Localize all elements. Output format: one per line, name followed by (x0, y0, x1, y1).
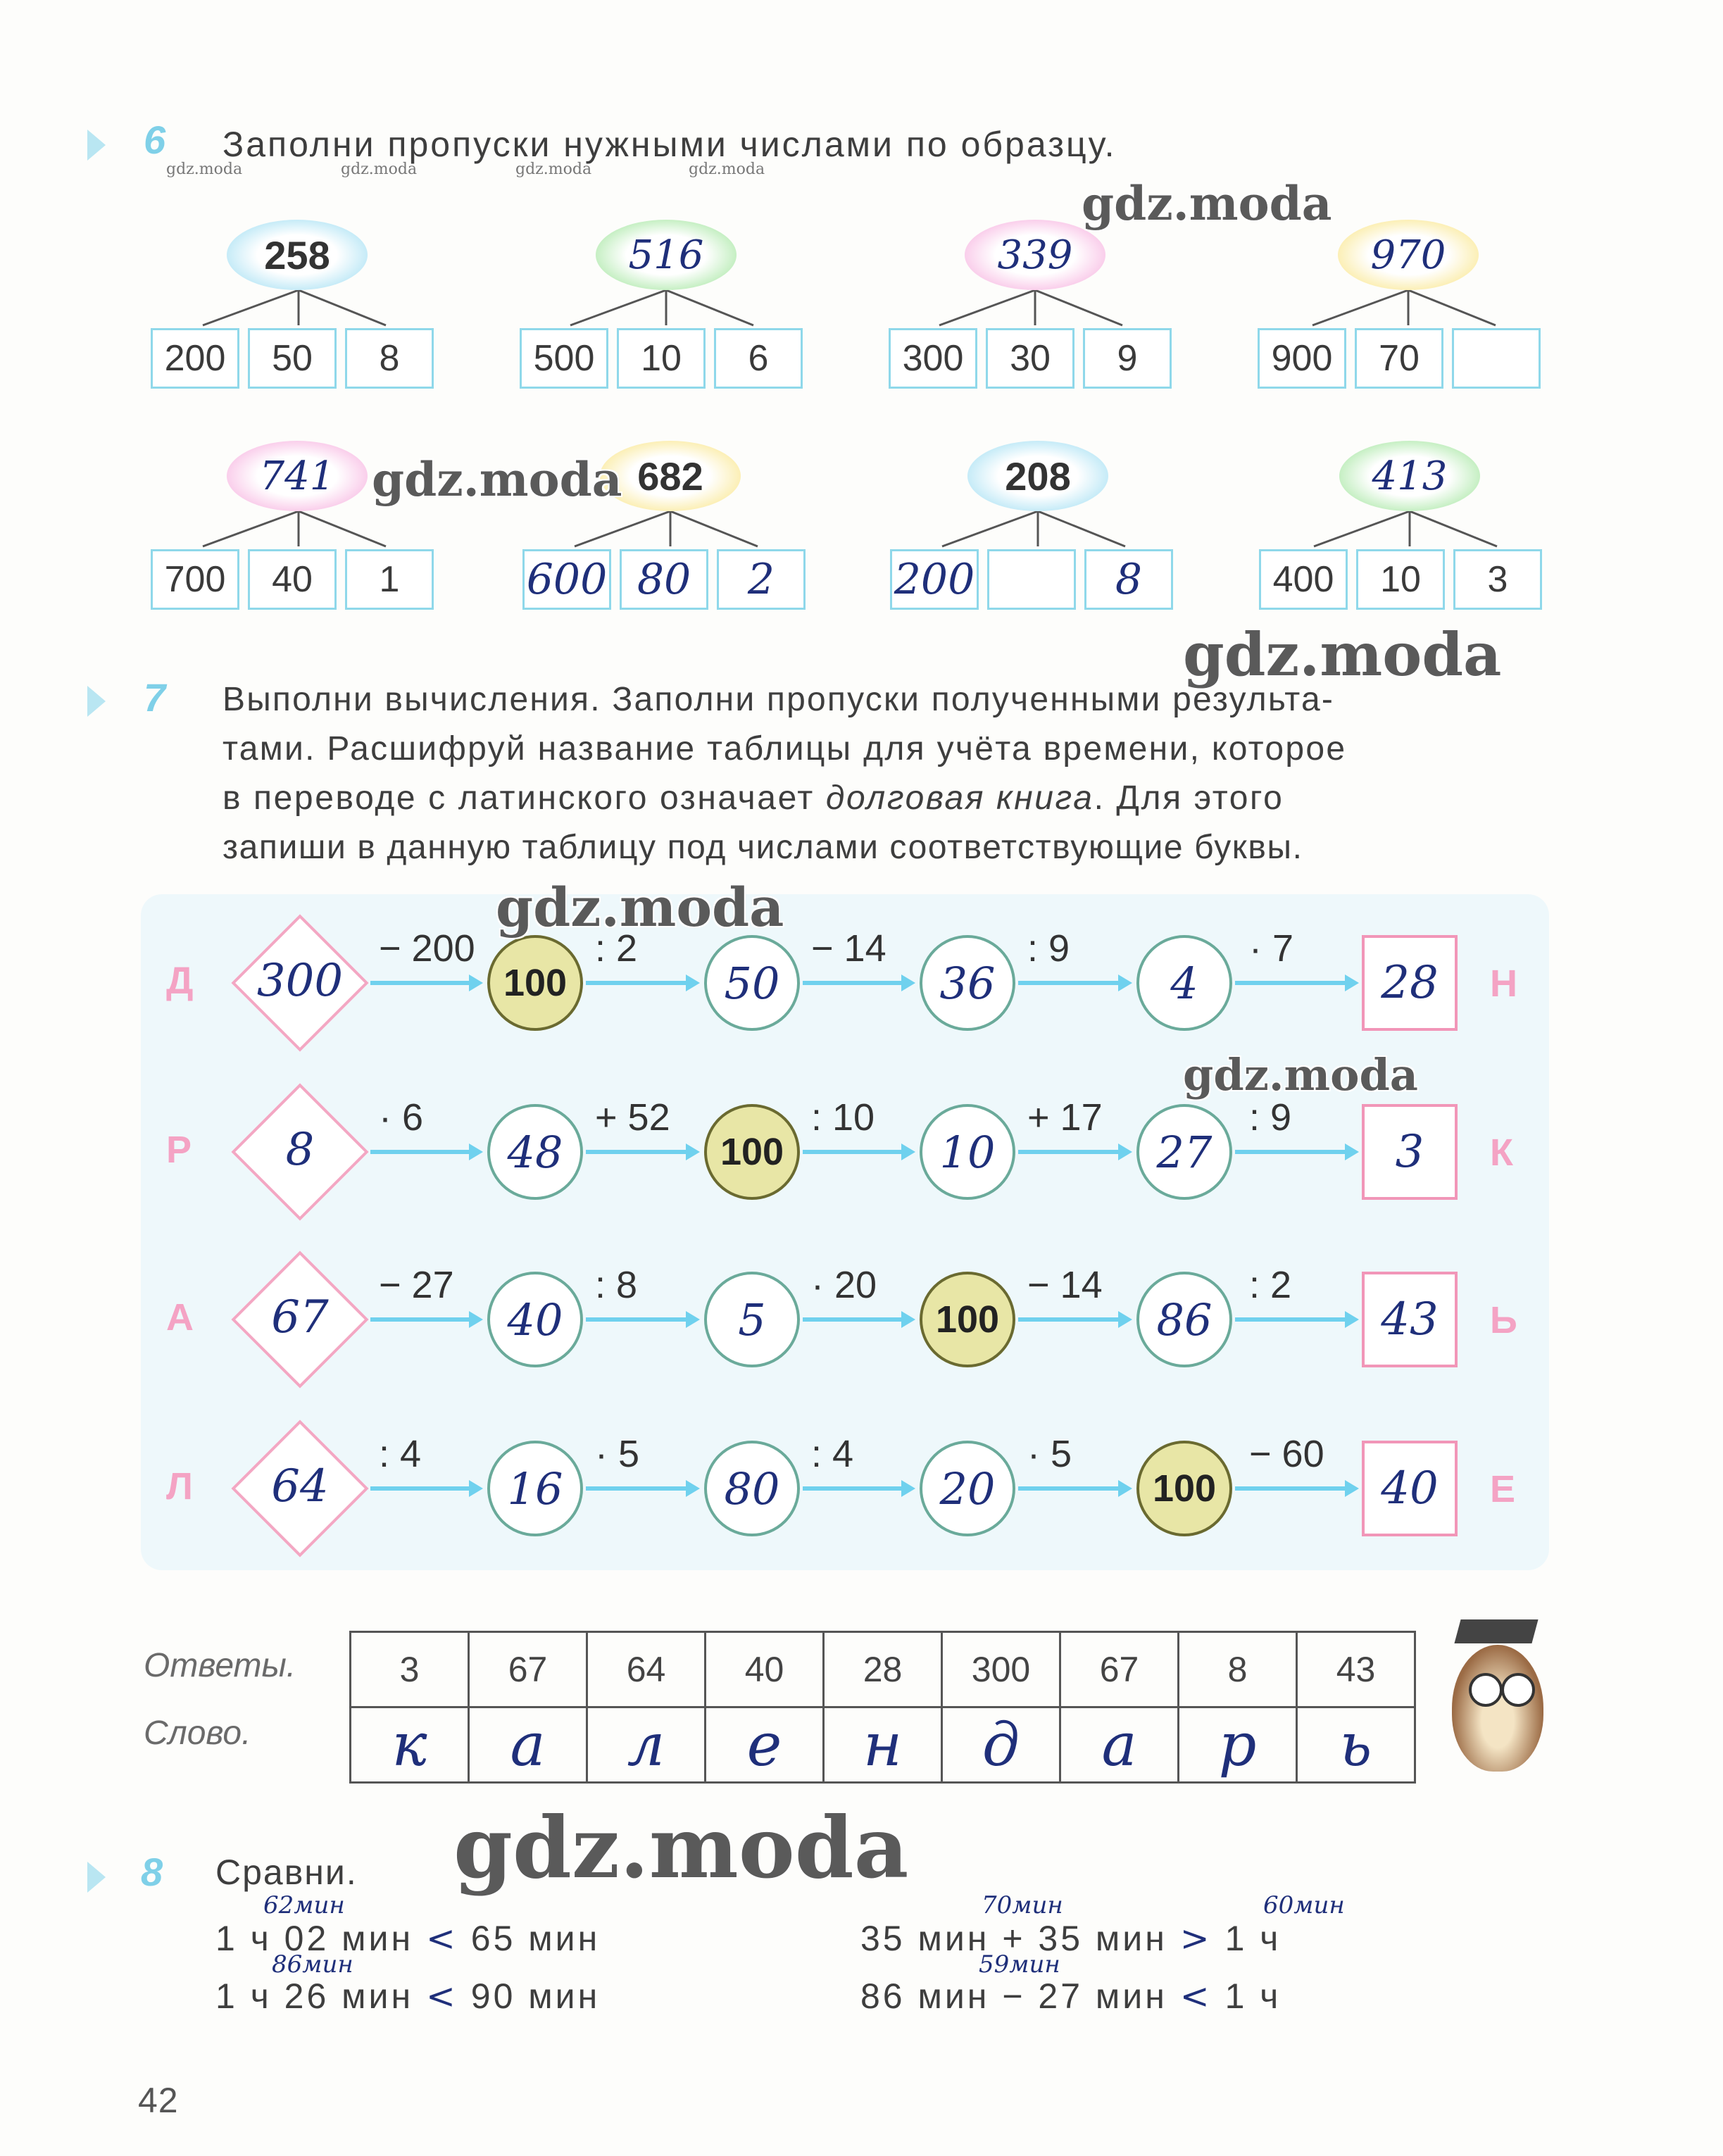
operation-label: : 9 (1249, 1096, 1292, 1139)
value-circle: 100 (487, 935, 583, 1031)
value-circle: 4 (1136, 935, 1232, 1031)
value-circle: 100 (920, 1272, 1015, 1367)
chain-arrow (1018, 1150, 1121, 1154)
operation-label: − 60 (1249, 1433, 1324, 1475)
digit-cell: 8 (345, 328, 434, 389)
digit-cell: 40 (248, 549, 337, 610)
chain-letter-right: Е (1490, 1468, 1516, 1510)
operation-label: : 2 (1249, 1264, 1292, 1306)
letter-cell: д (942, 1707, 1060, 1783)
digit-cell: 3 (1453, 549, 1542, 610)
letter-cell: а (469, 1707, 587, 1783)
value-circle: 5 (704, 1272, 800, 1367)
chain-arrow (803, 1486, 904, 1491)
answer-cell: 300 (942, 1632, 1060, 1707)
number-oval: 516 (596, 220, 737, 290)
number-oval: 339 (965, 220, 1105, 290)
operation-label: : 2 (595, 927, 638, 970)
digit-cell: 10 (617, 328, 706, 389)
value-circle: 86 (1136, 1272, 1232, 1367)
chain-letter-left: А (166, 1296, 194, 1339)
task-7-text-line-4: запиши в данную таблицу под числами соответствующие буквы. (223, 829, 1303, 866)
task-8-title: Сравни. (215, 1853, 358, 1892)
task-marker-icon (87, 686, 106, 717)
handwritten-note: 86мин (272, 1950, 353, 1979)
operation-label: + 17 (1027, 1096, 1103, 1139)
start-value: 67 (271, 1291, 329, 1343)
result-square: 43 (1362, 1272, 1458, 1367)
result-square: 28 (1362, 935, 1458, 1031)
digit-cell: 80 (620, 549, 708, 610)
watermark: gdz.moda (453, 1798, 909, 1898)
watermark: gdz.moda (1183, 1049, 1418, 1101)
chain-arrow (586, 1150, 689, 1154)
answers-table (349, 1631, 1416, 1784)
digit-cell: 70 (1355, 328, 1443, 389)
italic-phrase: долговая книга (825, 779, 1094, 817)
start-value: 8 (285, 1124, 315, 1176)
task-6-number: 6 (144, 118, 166, 162)
value-circle: 50 (704, 935, 800, 1031)
chain-arrow (1018, 1486, 1121, 1491)
digit-cell: 1 (345, 549, 434, 610)
result-square: 40 (1362, 1441, 1458, 1536)
answer-cell: 40 (706, 1632, 824, 1707)
handwritten-note: 62мин (263, 1891, 345, 1919)
letter-cell: е (706, 1707, 824, 1783)
chain-letter-right: К (1490, 1132, 1513, 1174)
number-oval: 413 (1339, 441, 1480, 511)
digit-cell: 6 (714, 328, 803, 389)
digit-cell: 50 (248, 328, 337, 389)
page-number: 42 (138, 2081, 179, 2120)
answer-cell: 67 (469, 1632, 587, 1707)
chain-arrow (370, 1150, 472, 1154)
operation-label: − 27 (379, 1264, 454, 1306)
compare-row: 86 мин − 27 мин < 1 ч (860, 1976, 1282, 2017)
number-oval: 682 (600, 441, 741, 511)
answer-cell: 28 (824, 1632, 942, 1707)
chain-arrow (1235, 1486, 1348, 1491)
compare-sign: < (425, 1918, 458, 1959)
value-circle: 20 (920, 1441, 1015, 1536)
chain-letter-left: Д (166, 960, 194, 1002)
digit-cell: 8 (1084, 549, 1173, 610)
task-8-number: 8 (141, 1850, 163, 1894)
operation-label: : 4 (811, 1433, 854, 1475)
chain-arrow (803, 981, 904, 985)
operation-label: · 5 (595, 1433, 640, 1475)
chain-arrow (586, 1486, 689, 1491)
number-oval: 258 (227, 220, 368, 290)
task-7-text-line-3: в переводе с латинского означает долговая книга. Для этого (223, 779, 1284, 817)
digit-cell: 300 (889, 328, 977, 389)
chain-arrow (1018, 981, 1121, 985)
start-value: 64 (271, 1460, 329, 1512)
value-circle: 36 (920, 935, 1015, 1031)
letter-cell: а (1060, 1707, 1179, 1783)
watermark-small: gdz.moda (515, 161, 592, 178)
chain-arrow (370, 981, 472, 985)
compare-row: 1 ч 02 мин < 65 мин (215, 1918, 601, 1959)
value-circle: 10 (920, 1104, 1015, 1200)
operation-label: + 52 (595, 1096, 670, 1139)
digit-cell: 900 (1258, 328, 1346, 389)
answer-cell: 43 (1297, 1632, 1415, 1707)
watermark-small: gdz.moda (689, 161, 765, 178)
operation-label: · 7 (1249, 927, 1294, 970)
letter-cell: н (824, 1707, 942, 1783)
word-label: Слово. (144, 1715, 251, 1752)
answer-cell: 67 (1060, 1632, 1179, 1707)
chain-letter-left: Л (166, 1465, 193, 1508)
chain-arrow (370, 1486, 472, 1491)
operation-label: · 5 (1027, 1433, 1072, 1475)
digit-cell (987, 549, 1076, 610)
operation-label: − 200 (379, 927, 475, 970)
chain-arrow (1235, 1150, 1348, 1154)
chain-letter-right: Н (1490, 963, 1517, 1005)
operation-label: : 4 (379, 1433, 422, 1475)
result-square: 3 (1362, 1104, 1458, 1200)
digit-cell: 30 (986, 328, 1074, 389)
watermark: gdz.moda (496, 876, 784, 939)
number-oval: 208 (967, 441, 1108, 511)
task-6-connectors (0, 0, 1723, 634)
value-circle: 16 (487, 1441, 583, 1536)
digit-cell: 10 (1356, 549, 1445, 610)
value-circle: 48 (487, 1104, 583, 1200)
digit-cell: 200 (890, 549, 979, 610)
value-circle: 100 (704, 1104, 800, 1200)
value-circle: 80 (704, 1441, 800, 1536)
compare-sign: > (1179, 1918, 1213, 1959)
digit-cell: 9 (1083, 328, 1172, 389)
task-7-number: 7 (144, 675, 166, 720)
chain-letter-left: Р (166, 1129, 192, 1171)
digit-cell: 700 (151, 549, 239, 610)
task-marker-icon (87, 1862, 106, 1893)
digit-cell: 200 (151, 328, 239, 389)
operation-label: − 14 (1027, 1264, 1103, 1306)
digit-cell: 500 (520, 328, 608, 389)
chain-arrow (586, 981, 689, 985)
owl-body-icon (1452, 1645, 1543, 1772)
compare-row: 1 ч 26 мин < 90 мин (215, 1976, 601, 2017)
digit-cell: 400 (1259, 549, 1348, 610)
task-7-text-line-2: тами. Расшифруй название таблицы для учёта времени, которое (223, 730, 1347, 767)
task-7-text-line-1: Выполни вычисления. Заполни пропуски полученными результа- (223, 681, 1335, 718)
watermark: gdz.moda (1183, 620, 1502, 689)
handwritten-note: 60мин (1263, 1891, 1345, 1919)
watermark: gdz.moda (372, 452, 622, 507)
operation-label: · 20 (811, 1264, 877, 1306)
chain-letter-right: Ь (1490, 1299, 1517, 1341)
digit-cell (1452, 328, 1541, 389)
letter-cell: л (587, 1707, 706, 1783)
answer-cell: 64 (587, 1632, 706, 1707)
value-circle: 40 (487, 1272, 583, 1367)
task-6-text: Заполни пропуски нужными числами по образцу. (223, 125, 1117, 164)
chain-arrow (1235, 981, 1348, 985)
chain-arrow (803, 1150, 904, 1154)
answer-cell: 3 (351, 1632, 469, 1707)
number-oval: 970 (1338, 220, 1479, 290)
chain-arrow (370, 1317, 472, 1322)
operation-label: − 14 (811, 927, 886, 970)
watermark-small: gdz.moda (341, 161, 418, 178)
chain-arrow (1018, 1317, 1121, 1322)
value-circle: 100 (1136, 1441, 1232, 1536)
operation-label: : 10 (811, 1096, 875, 1139)
compare-sign: < (425, 1976, 458, 2017)
watermark-small: gdz.moda (166, 161, 243, 178)
answers-label: Ответы. (144, 1647, 296, 1684)
start-value: 300 (256, 955, 344, 1007)
handwritten-note: 70мин (982, 1891, 1063, 1919)
chain-arrow (586, 1317, 689, 1322)
owl-eye-icon (1501, 1673, 1535, 1707)
letter-cell: р (1179, 1707, 1297, 1783)
compare-sign: < (1179, 1976, 1213, 2017)
letter-cell: ь (1297, 1707, 1415, 1783)
handwritten-note: 59мин (979, 1950, 1060, 1979)
owl-eye-icon (1469, 1673, 1503, 1707)
digit-cell: 2 (717, 549, 806, 610)
letter-cell: к (351, 1707, 469, 1783)
chain-arrow (1235, 1317, 1348, 1322)
operation-label: : 8 (595, 1264, 638, 1306)
operation-label: · 6 (379, 1096, 424, 1139)
compare-row: 35 мин + 35 мин > 1 ч (860, 1918, 1282, 1959)
chain-arrow (803, 1317, 904, 1322)
value-circle: 27 (1136, 1104, 1232, 1200)
answer-cell: 8 (1179, 1632, 1297, 1707)
graduation-cap-icon (1454, 1619, 1538, 1643)
number-oval: 741 (227, 441, 368, 511)
watermark: gdz.moda (1082, 176, 1332, 231)
digit-cell: 600 (522, 549, 611, 610)
operation-label: : 9 (1027, 927, 1070, 970)
